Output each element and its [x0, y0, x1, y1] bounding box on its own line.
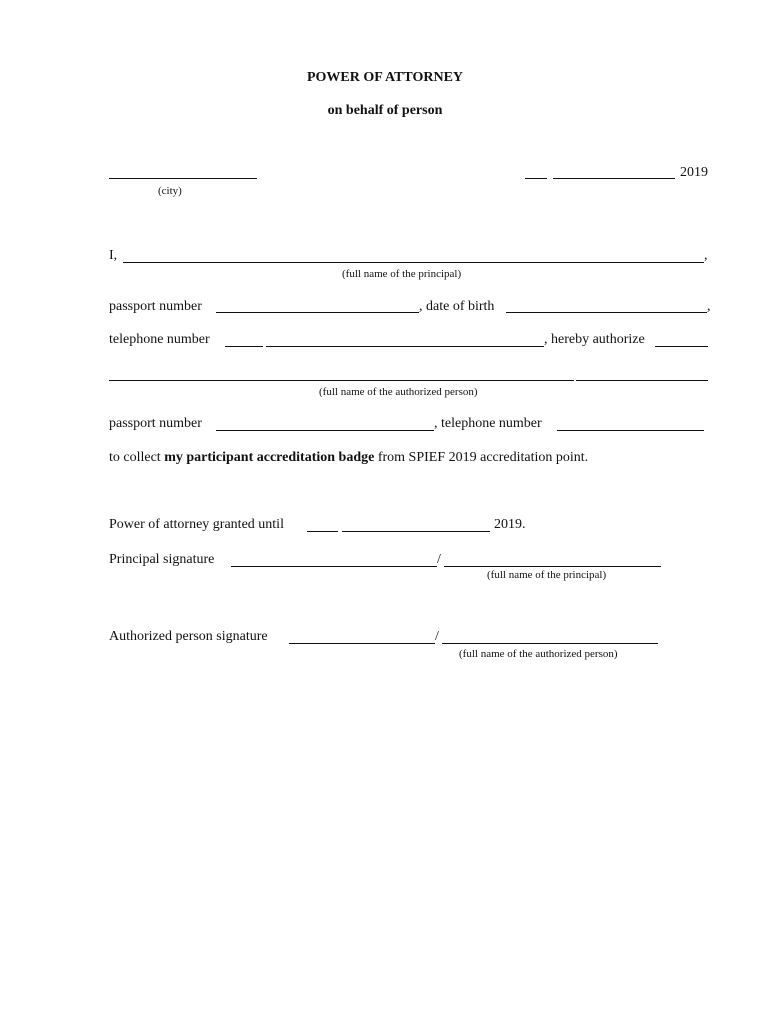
authorized-name-field[interactable] [109, 380, 574, 381]
header-year: 2019 [680, 165, 708, 180]
authorized-signature-name-field[interactable] [442, 643, 658, 644]
validity-day-field[interactable] [307, 531, 338, 532]
principal-name-field[interactable] [123, 262, 704, 263]
purpose-text [109, 450, 588, 466]
document-title: POWER OF ATTORNEY [306, 70, 464, 85]
authorized-name-caption: (full name of the authorized person) [319, 386, 478, 398]
purpose-bold: my participant accreditation badge [164, 450, 375, 465]
principal-signature-slash: / [437, 552, 441, 567]
authorized-name-start-field[interactable] [655, 346, 708, 347]
authorized-signature-slash: / [435, 629, 439, 644]
principal-telephone-code-field[interactable] [225, 346, 263, 347]
authorized-signature-label: Authorized person signature [109, 629, 268, 644]
validity-year: 2019. [494, 517, 526, 532]
authorized-passport-label: passport number [109, 416, 202, 431]
document-subtitle: on behalf of person [327, 103, 443, 118]
purpose-suffix: from SPIEF 2019 accreditation point. [374, 450, 589, 465]
month-field[interactable] [553, 178, 675, 179]
principal-dob-field[interactable] [506, 312, 707, 313]
principal-passport-label: passport number [109, 299, 202, 314]
principal-name-comma: , [704, 248, 708, 263]
authorize-label: , hereby authorize [544, 332, 645, 347]
purpose-prefix: to collect [109, 450, 165, 465]
principal-signature-caption: (full name of the principal) [487, 569, 607, 581]
principal-dob-label: , date of birth [419, 299, 495, 314]
principal-prefix: I, [109, 248, 118, 263]
principal-signature-field[interactable] [231, 566, 437, 567]
day-field[interactable] [525, 178, 547, 179]
principal-passport-field[interactable] [216, 312, 419, 313]
principal-dob-comma: , [707, 299, 711, 314]
city-caption: (city) [158, 185, 182, 197]
city-field[interactable] [109, 178, 257, 179]
authorized-signature-field[interactable] [289, 643, 435, 644]
authorized-passport-field[interactable] [216, 430, 434, 431]
principal-signature-name-field[interactable] [444, 566, 661, 567]
principal-telephone-label: telephone number [109, 332, 210, 347]
authorized-signature-caption: (full name of the authorized person) [459, 648, 618, 660]
principal-name-caption: (full name of the principal) [342, 268, 462, 280]
principal-signature-label: Principal signature [109, 552, 215, 567]
principal-telephone-field[interactable] [266, 346, 544, 347]
authorized-name-field-2[interactable] [576, 380, 708, 381]
validity-month-field[interactable] [342, 531, 490, 532]
authorized-telephone-label: , telephone number [434, 416, 542, 431]
authorized-telephone-field[interactable] [557, 430, 704, 431]
validity-label: Power of attorney granted until [109, 517, 284, 532]
